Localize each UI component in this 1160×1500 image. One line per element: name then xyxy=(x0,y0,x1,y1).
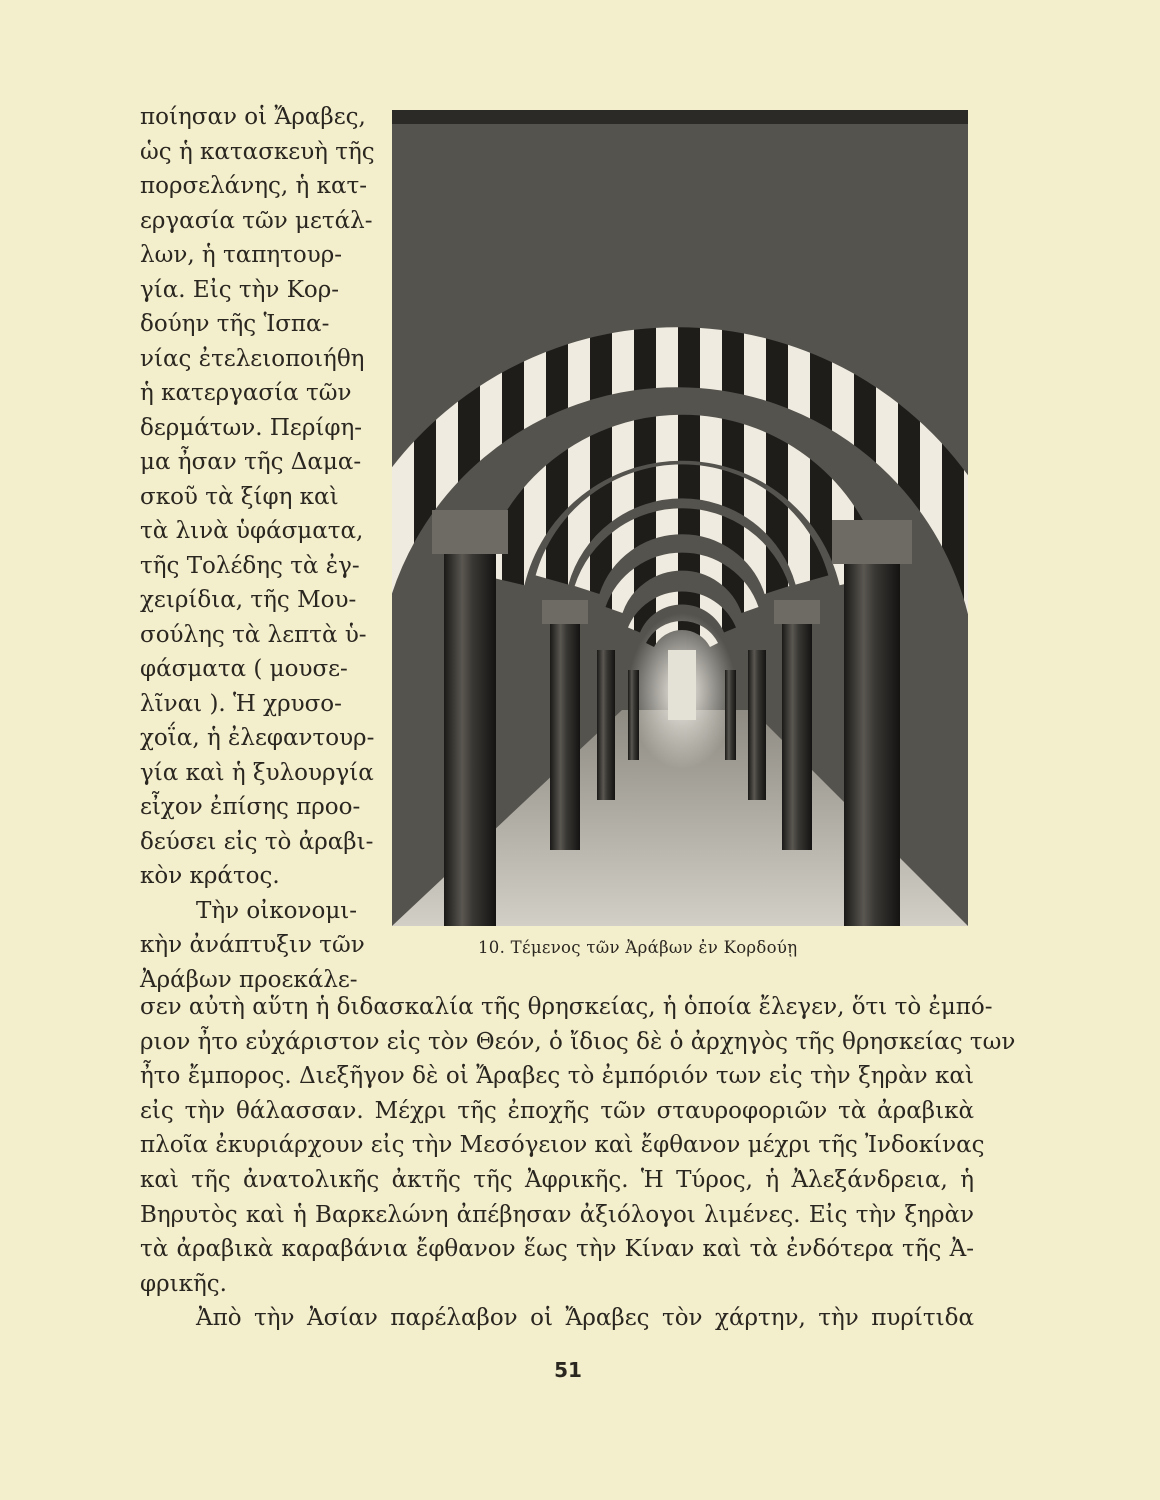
mosque-photograph xyxy=(392,110,968,926)
text-line: γία. Εἰς τὴν Κορ- xyxy=(140,276,340,303)
text-line: χοΐα, ἡ ἐλεφαντουρ- xyxy=(140,725,375,751)
text-line: φάσματα ( μουσε- xyxy=(140,656,348,682)
text-line: πορσελάνης, ἡ κατ- xyxy=(140,173,367,199)
text-line: Βηρυτὸς καὶ ἡ Βαρκελώνη ἀπέβησαν ἀξιόλογοι λιμένες. Εἰς τὴν ξηρὰν xyxy=(140,1201,974,1228)
text-column-beside-figure xyxy=(140,100,375,997)
text-line: ριον ἦτο εὐχάριστον εἰς τὸν Θεόν, ὁ ἴδιος δὲ ὁ ἀρχηγὸς τῆς θρησκείας των xyxy=(140,1028,1016,1055)
text-line: σούλης τὰ λεπτὰ ὑ- xyxy=(140,621,367,648)
text-line: μα ἦσαν τῆς Δαμα- xyxy=(140,449,362,475)
text-line: εἰς τὴν θάλασσαν. Μέχρι τῆς ἐποχῆς τῶν σταυροφοριῶν τὰ ἀραβικὰ xyxy=(140,1097,974,1124)
text-line: Τὴν οἰκονομι- xyxy=(196,897,358,924)
text-line: σεν αὐτὴ αὕτη ἡ διδασκαλία τῆς θρησκείας, ἡ ὁποία ἔλεγεν, ὅτι τὸ ἐμπό- xyxy=(140,994,993,1020)
text-line: ἡ κατεργασία τῶν xyxy=(140,380,352,406)
figure-caption: 10. Τέμενος τῶν Ἀράβων ἐν Κορδούῃ xyxy=(478,938,798,957)
text-line: τὰ ἀραβικὰ καραβάνια ἔφθανον ἕως τὴν Κίναν καὶ τὰ ἐνδότερα τῆς Ἀ- xyxy=(140,1236,974,1263)
text-line: ὡς ἡ κατασκευὴ τῆς xyxy=(140,138,375,165)
text-line: σκοῦ τὰ ξίφη καὶ xyxy=(140,483,339,510)
text-line: Ἀράβων προεκάλε- xyxy=(140,966,358,993)
text-line: εἶχον ἐπίσης προο- xyxy=(140,794,361,820)
text-line: πλοῖα ἐκυριάρχουν εἰς τὴν Μεσόγειον καὶ ἔφθανον μέχρι τῆς Ἰνδοκίνας xyxy=(140,1132,985,1159)
text-line: ποίησαν οἱ Ἄραβες, xyxy=(140,104,366,130)
text-line: φρικῆς. xyxy=(140,1270,227,1297)
text-line: εργασία τῶν μετάλ- xyxy=(140,207,373,234)
text-line: δούην τῆς Ἱσπα- xyxy=(140,311,330,337)
text-line: δερμάτων. Περίφη- xyxy=(140,414,363,441)
text-line: γία καὶ ἡ ξυλουργία xyxy=(140,759,374,786)
text-line: καὶ τῆς ἀνατολικῆς ἀκτῆς τῆς Ἀφρικῆς. Ἡ Τύρος, ἡ Ἀλεξάνδρεια, ἡ xyxy=(140,1166,974,1193)
text-line: τῆς Τολέδης τὰ ἐγ- xyxy=(140,552,360,579)
text-line: κὴν ἀνάπτυξιν τῶν xyxy=(140,932,365,958)
text-line: ἦτο ἔμπορος. Διεξῆγον δὲ οἱ Ἄραβες τὸ ἐμπόριόν των εἰς τὴν ξηρὰν καὶ xyxy=(140,1063,974,1090)
text-line: νίας ἐτελειοποιήθη xyxy=(140,345,365,372)
text-line: τὰ λινὰ ὑφάσματα, xyxy=(140,518,364,544)
page-number: 51 xyxy=(554,1358,582,1382)
text-line: λῖναι ). Ἡ χρυσο- xyxy=(140,690,342,717)
text-line: λων, ἡ ταπητουρ- xyxy=(140,242,343,268)
text-line: δεύσει εἰς τὸ ἀραβι- xyxy=(140,828,374,855)
text-line: Ἀπὸ τὴν Ἀσίαν παρέλαβον οἱ Ἄραβες τὸν χάρτην, τὴν πυρίτιδα xyxy=(196,1305,974,1332)
text-line: κὸν κράτος. xyxy=(140,863,280,889)
text-line: χειρίδια, τῆς Μου- xyxy=(140,587,357,613)
text-column-full-width xyxy=(140,990,1016,1336)
